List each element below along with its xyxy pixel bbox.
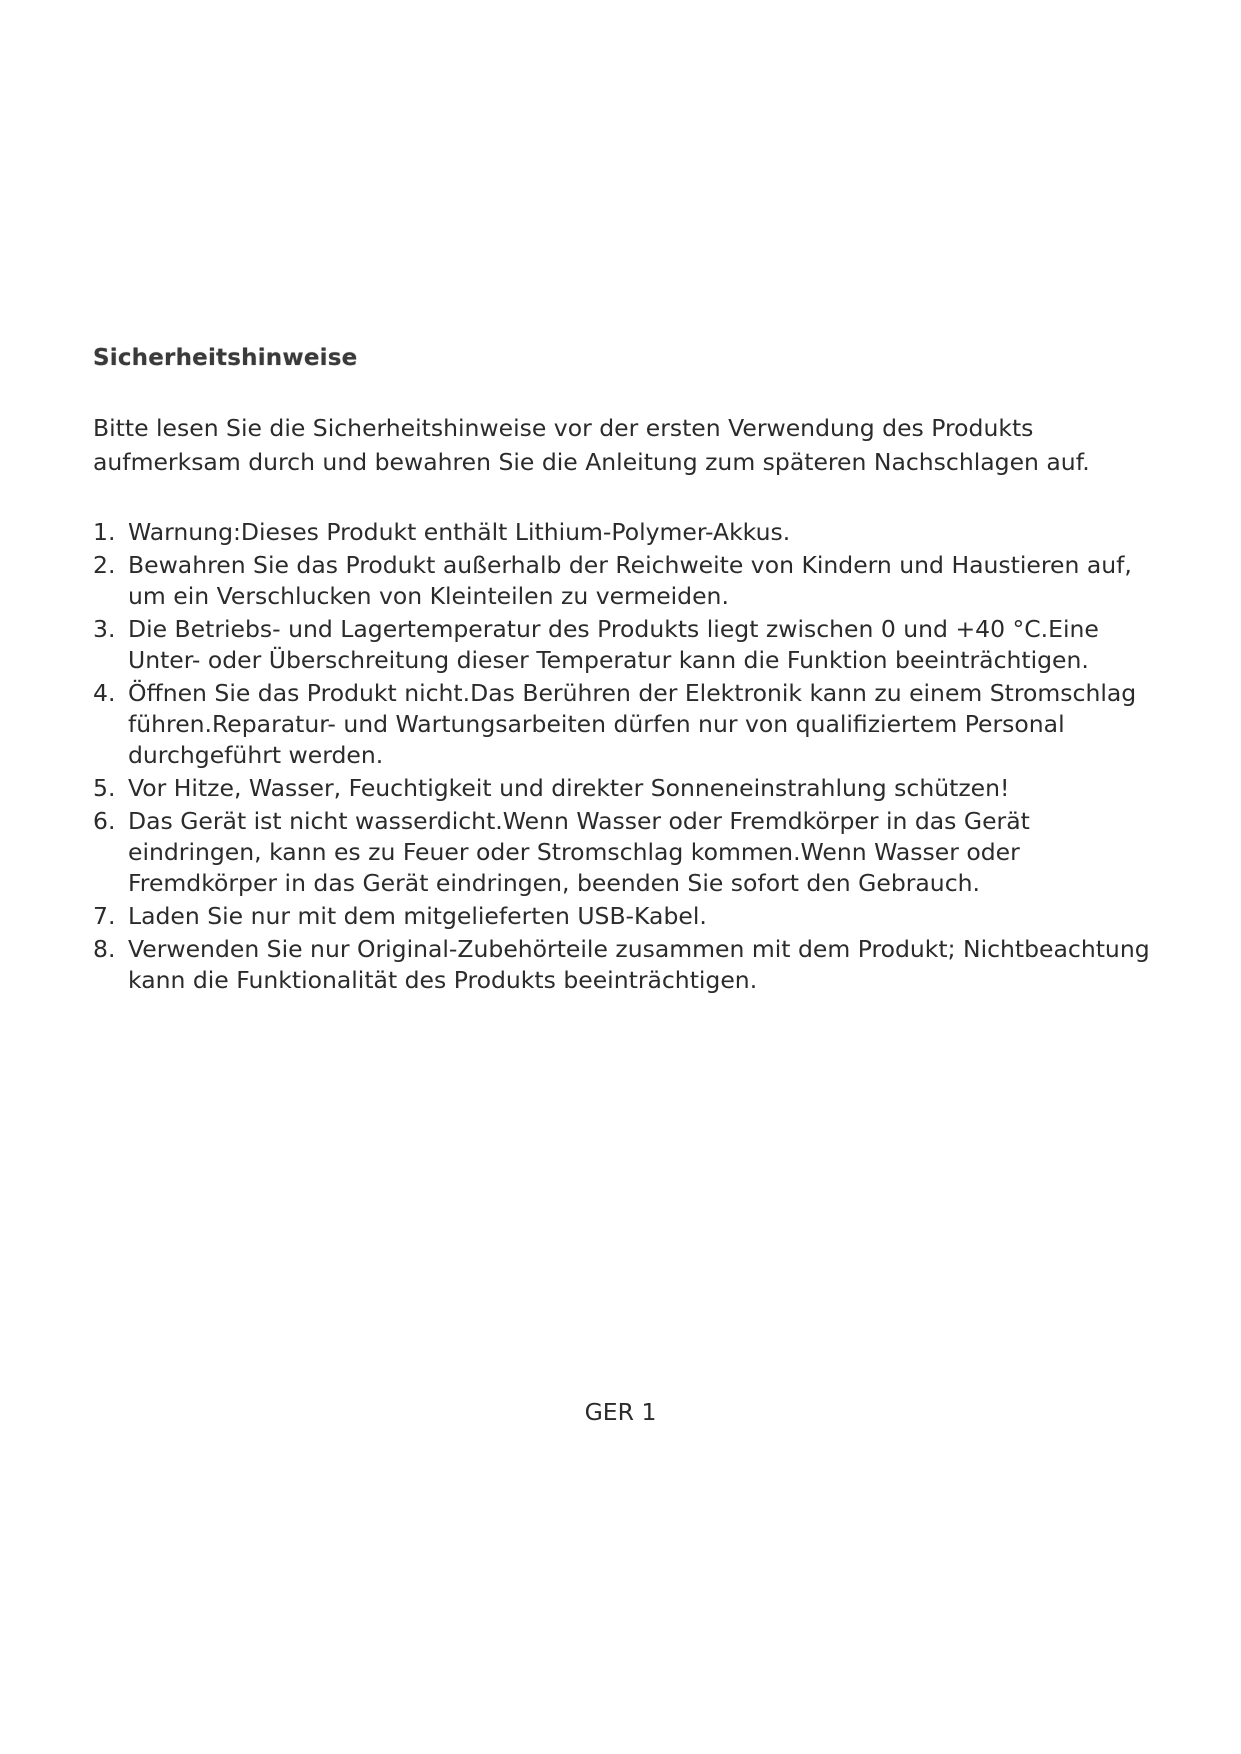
list-item-number: 3. <box>93 615 116 643</box>
list-item <box>93 773 1163 804</box>
list-item <box>93 614 1163 676</box>
list-item <box>93 550 1163 612</box>
list-item-text: Die Betriebs- und Lagertemperatur des Produkts liegt zwischen 0 und +40 °C.Eine Unter- oder Überschreitung dieser Temperatur kann die Funktion beeinträchtigen. <box>128 615 1099 674</box>
list-item-text: Warnung:Dieses Produkt enthält Lithium-Polymer-Akkus. <box>128 518 791 546</box>
list-item-number: 1. <box>93 518 116 546</box>
list-item-number: 2. <box>93 551 116 579</box>
safety-list <box>93 517 1163 996</box>
page-title: Sicherheitshinweise <box>93 345 358 371</box>
list-item-number: 7. <box>93 902 116 930</box>
list-item-text: Laden Sie nur mit dem mitgelieferten USB-Kabel. <box>128 902 707 930</box>
document-content <box>93 345 1163 998</box>
list-item-number: 5. <box>93 774 116 802</box>
list-item <box>93 517 1163 548</box>
page-footer: GER 1 <box>584 1398 657 1426</box>
intro-paragraph: Bitte lesen Sie die Sicherheitshinweise vor der ersten Verwendung des Produkts aufmerksam durch und bewahren Sie die Anleitung zum späteren Nachschlagen auf. <box>93 414 1090 476</box>
list-item <box>93 678 1163 771</box>
list-item <box>93 901 1163 932</box>
list-item-number: 4. <box>93 679 116 707</box>
list-item <box>93 934 1163 996</box>
list-item-text: Vor Hitze, Wasser, Feuchtigkeit und direkter Sonneneinstrahlung schützen! <box>128 774 1010 802</box>
list-item-text: Bewahren Sie das Produkt außerhalb der Reichweite von Kindern und Haustieren auf, um ein Verschlucken von Kleinteilen zu vermeiden. <box>128 551 1132 610</box>
list-item-text: Öffnen Sie das Produkt nicht.Das Berühren der Elektronik kann zu einem Stromschlag führen.Reparatur- und Wartungsarbeiten dürfen nur von qualifiziertem Personal durchgeführt werden. <box>128 679 1137 769</box>
list-item <box>93 806 1163 899</box>
list-item-number: 6. <box>93 807 116 835</box>
list-item-number: 8. <box>93 935 116 963</box>
list-item-text: Das Gerät ist nicht wasserdicht.Wenn Wasser oder Fremdkörper in das Gerät eindringen, kann es zu Feuer oder Stromschlag kommen.Wenn Wasser oder Fremdkörper in das Gerät eindringen, beenden Sie sofort den Gebrauch. <box>128 807 1030 897</box>
list-item-text: Verwenden Sie nur Original-Zubehörteile zusammen mit dem Produkt; Nichtbeachtung kann die Funktionalität des Produkts beeinträchtigen. <box>128 935 1150 994</box>
